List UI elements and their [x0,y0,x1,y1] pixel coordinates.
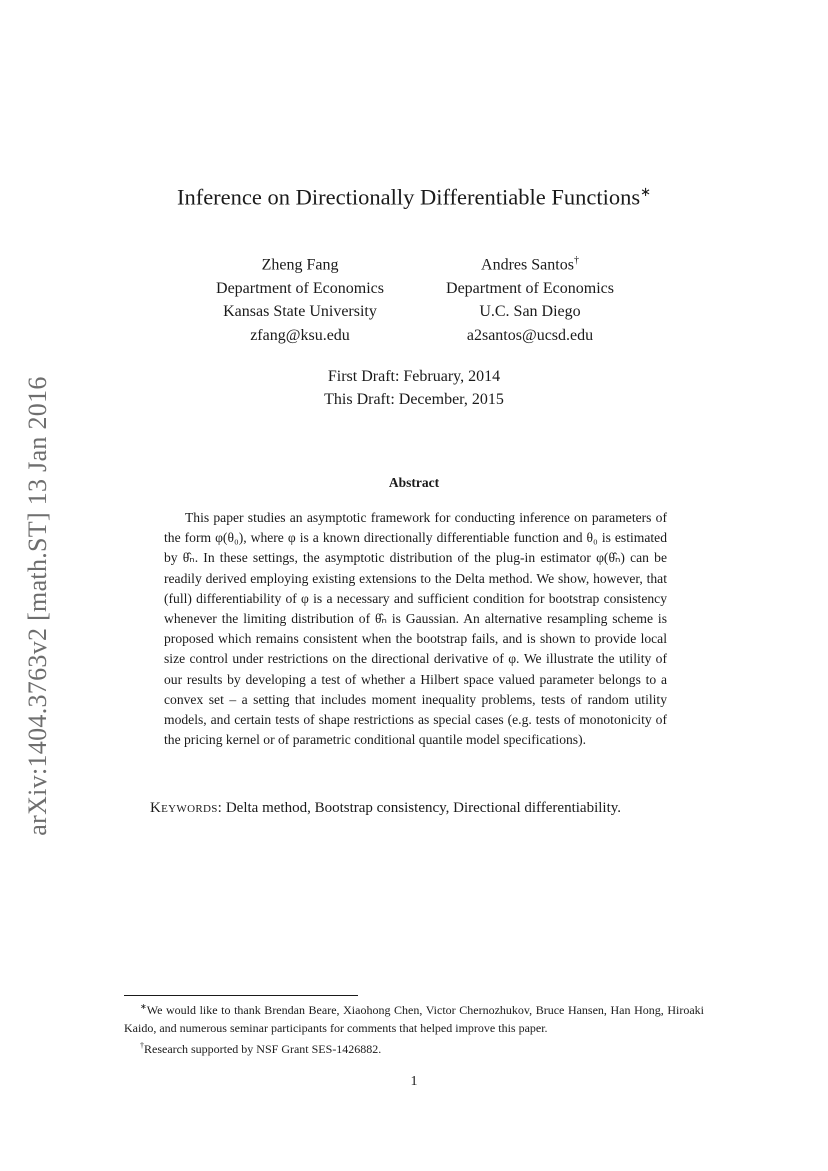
footnote-divider [124,995,358,996]
arxiv-stamp-text: arXiv:1404.3763v2 [math.ST] 13 Jan 2016 [23,376,52,836]
keywords-line [150,800,710,817]
paper-title [0,184,828,211]
footnote-funding: †Research supported by NSF Grant SES-1426882. [140,1041,382,1056]
author-block-1 [180,249,420,347]
author-email: a2santos@ucsd.edu [466,326,594,344]
author-department: Department of Economics [216,279,384,297]
title-footnote-marker: ∗ [640,184,652,199]
this-draft-date: This Draft: December, 2015 [324,391,504,408]
footnotes [124,998,704,1058]
first-draft-date: First Draft: February, 2014 [327,368,501,385]
author-name: Zheng Fang [261,256,339,274]
keywords-label: Keywords: [150,800,223,816]
author-department: Department of Economics [446,279,614,297]
abstract-text: This paper studies an asymptotic framework for conducting inference on parameters of the form φ(θ₀), where φ is a known directionally differentiable function and θ₀ is estimated by θ̂ₙ. In these settings, the asymptotic distribution of the plug-in estimator φ(θ̂ₙ) can be readily derived employing existing extensions to the Delta method. We show, however, that (full) differentiability of φ is a necessary and sufficient condition for bootstrap consistency whenever the limiting distribution of θ̂ₙ is Gaussian. An alternative resampling scheme is proposed which remains consistent when the bootstrap fails, and is shown to provide local size control under restrictions on the directional derivative of φ. We illustrate the utility of our results by developing a test of whether a Hilbert space valued parameter belongs to a convex set – a setting that includes moment inequality problems, tests of random utility models, and certain tests of shape restrictions as special cases (e.g. tests of monotonicity of the pricing kernel or of parametric conditional quantile model specifications). [164,510,667,748]
page-number: 1 [410,1074,418,1089]
footnote-acknowledgments: ∗We would like to thank Brendan Beare, Xiaohong Chen, Victor Chernozhukov, Bruce Hansen, Han Hong, Hiroaki Kaido, and numerous seminar participants for comments that helped improve this paper. [124,1002,704,1035]
author-email: zfang@ksu.edu [250,326,350,344]
paper-title-text: Inference on Directionally Differentiable Functions [176,184,641,210]
abstract-heading: Abstract [388,475,440,490]
author-name: Andres Santos† [481,255,579,274]
author-institution: Kansas State University [223,303,377,321]
draft-dates [0,365,828,411]
keywords-list: Delta method, Bootstrap consistency, Directional differentiability. [225,800,622,816]
author-institution: U.C. San Diego [479,303,581,321]
author-block-2 [412,249,648,347]
